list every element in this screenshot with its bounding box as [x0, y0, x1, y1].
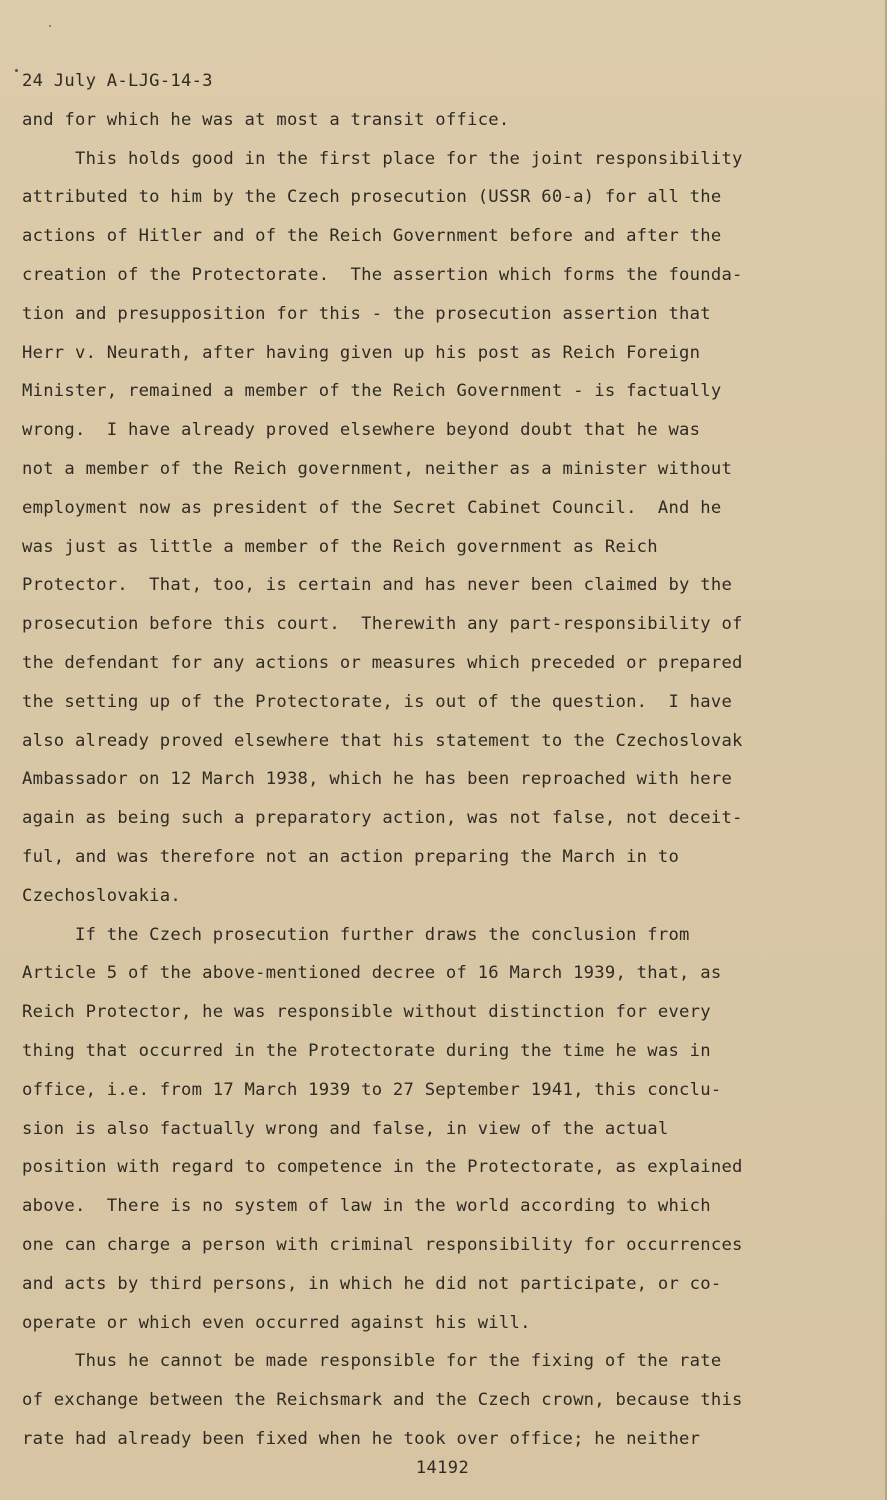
body-line: actions of Hitler and of the Reich Government before and after the	[22, 226, 722, 247]
body-line: wrong. I have already proved elsewhere beyond doubt that he was	[22, 420, 701, 441]
body-line: was just as little a member of the Reich government as Reich	[22, 536, 658, 557]
body-line: Article 5 of the above-mentioned decree of 16 March 1939, that, as	[22, 963, 722, 984]
body-line: again as being such a preparatory action, was not false, not deceit-	[22, 808, 743, 829]
margin-mark	[15, 69, 18, 72]
body-line: above. There is no system of law in the world according to which	[22, 1196, 711, 1217]
body-line: thing that occurred in the Protectorate during the time he was in	[22, 1040, 711, 1061]
body-line: creation of the Protectorate. The assertion which forms the founda-	[22, 264, 743, 285]
body-line: of exchange between the Reichsmark and the Czech crown, because this	[22, 1390, 743, 1411]
document-body	[22, 62, 857, 1459]
body-line: office, i.e. from 17 March 1939 to 27 September 1941, this conclu-	[22, 1079, 722, 1100]
body-line: one can charge a person with criminal responsibility for occurrences	[22, 1234, 743, 1255]
body-line: Czechoslovakia.	[22, 885, 181, 906]
body-line: operate or which even occurred against his will.	[22, 1312, 531, 1333]
body-line: Thus he cannot be made responsible for the fixing of the rate	[22, 1351, 722, 1372]
body-line: tion and presupposition for this - the prosecution assertion that	[22, 303, 711, 324]
body-line: attributed to him by the Czech prosecution (USSR 60-a) for all the	[22, 187, 722, 208]
body-line: Protector. That, too, is certain and has never been claimed by the	[22, 575, 733, 596]
body-line: Reich Protector, he was responsible without distinction for every	[22, 1002, 711, 1023]
body-line: position with regard to competence in the Protectorate, as explained	[22, 1157, 743, 1178]
body-line: ful, and was therefore not an action preparing the March in to	[22, 846, 680, 867]
body-line: employment now as president of the Secret Cabinet Council. And he	[22, 497, 722, 518]
body-line: If the Czech prosecution further draws the conclusion from	[22, 924, 690, 945]
paper-speck	[49, 25, 51, 27]
body-line: also already proved elsewhere that his statement to the Czechoslovak	[22, 730, 743, 751]
body-line: This holds good in the first place for the joint responsibility	[22, 148, 743, 169]
body-line: the defendant for any actions or measures which preceded or prepared	[22, 652, 743, 673]
body-line: rate had already been fixed when he took over office; he neither	[22, 1428, 701, 1449]
document-header: 24 July A-LJG-14-3	[22, 71, 213, 91]
body-line: and acts by third persons, in which he did not participate, or co-	[22, 1273, 722, 1294]
body-line: the setting up of the Protectorate, is out of the question. I have	[22, 691, 733, 712]
body-line: not a member of the Reich government, neither as a minister without	[22, 458, 733, 479]
body-line: sion is also factually wrong and false, in view of the actual	[22, 1118, 669, 1139]
body-line: and for which he was at most a transit office.	[22, 109, 510, 130]
page-number: 14192	[415, 1458, 470, 1478]
body-line: Herr v. Neurath, after having given up his post as Reich Foreign	[22, 342, 701, 363]
body-line: Minister, remained a member of the Reich Government - is factually	[22, 381, 722, 402]
body-line: prosecution before this court. Therewith any part-responsibility of	[22, 614, 743, 635]
body-line: Ambassador on 12 March 1938, which he has been reproached with here	[22, 769, 733, 790]
